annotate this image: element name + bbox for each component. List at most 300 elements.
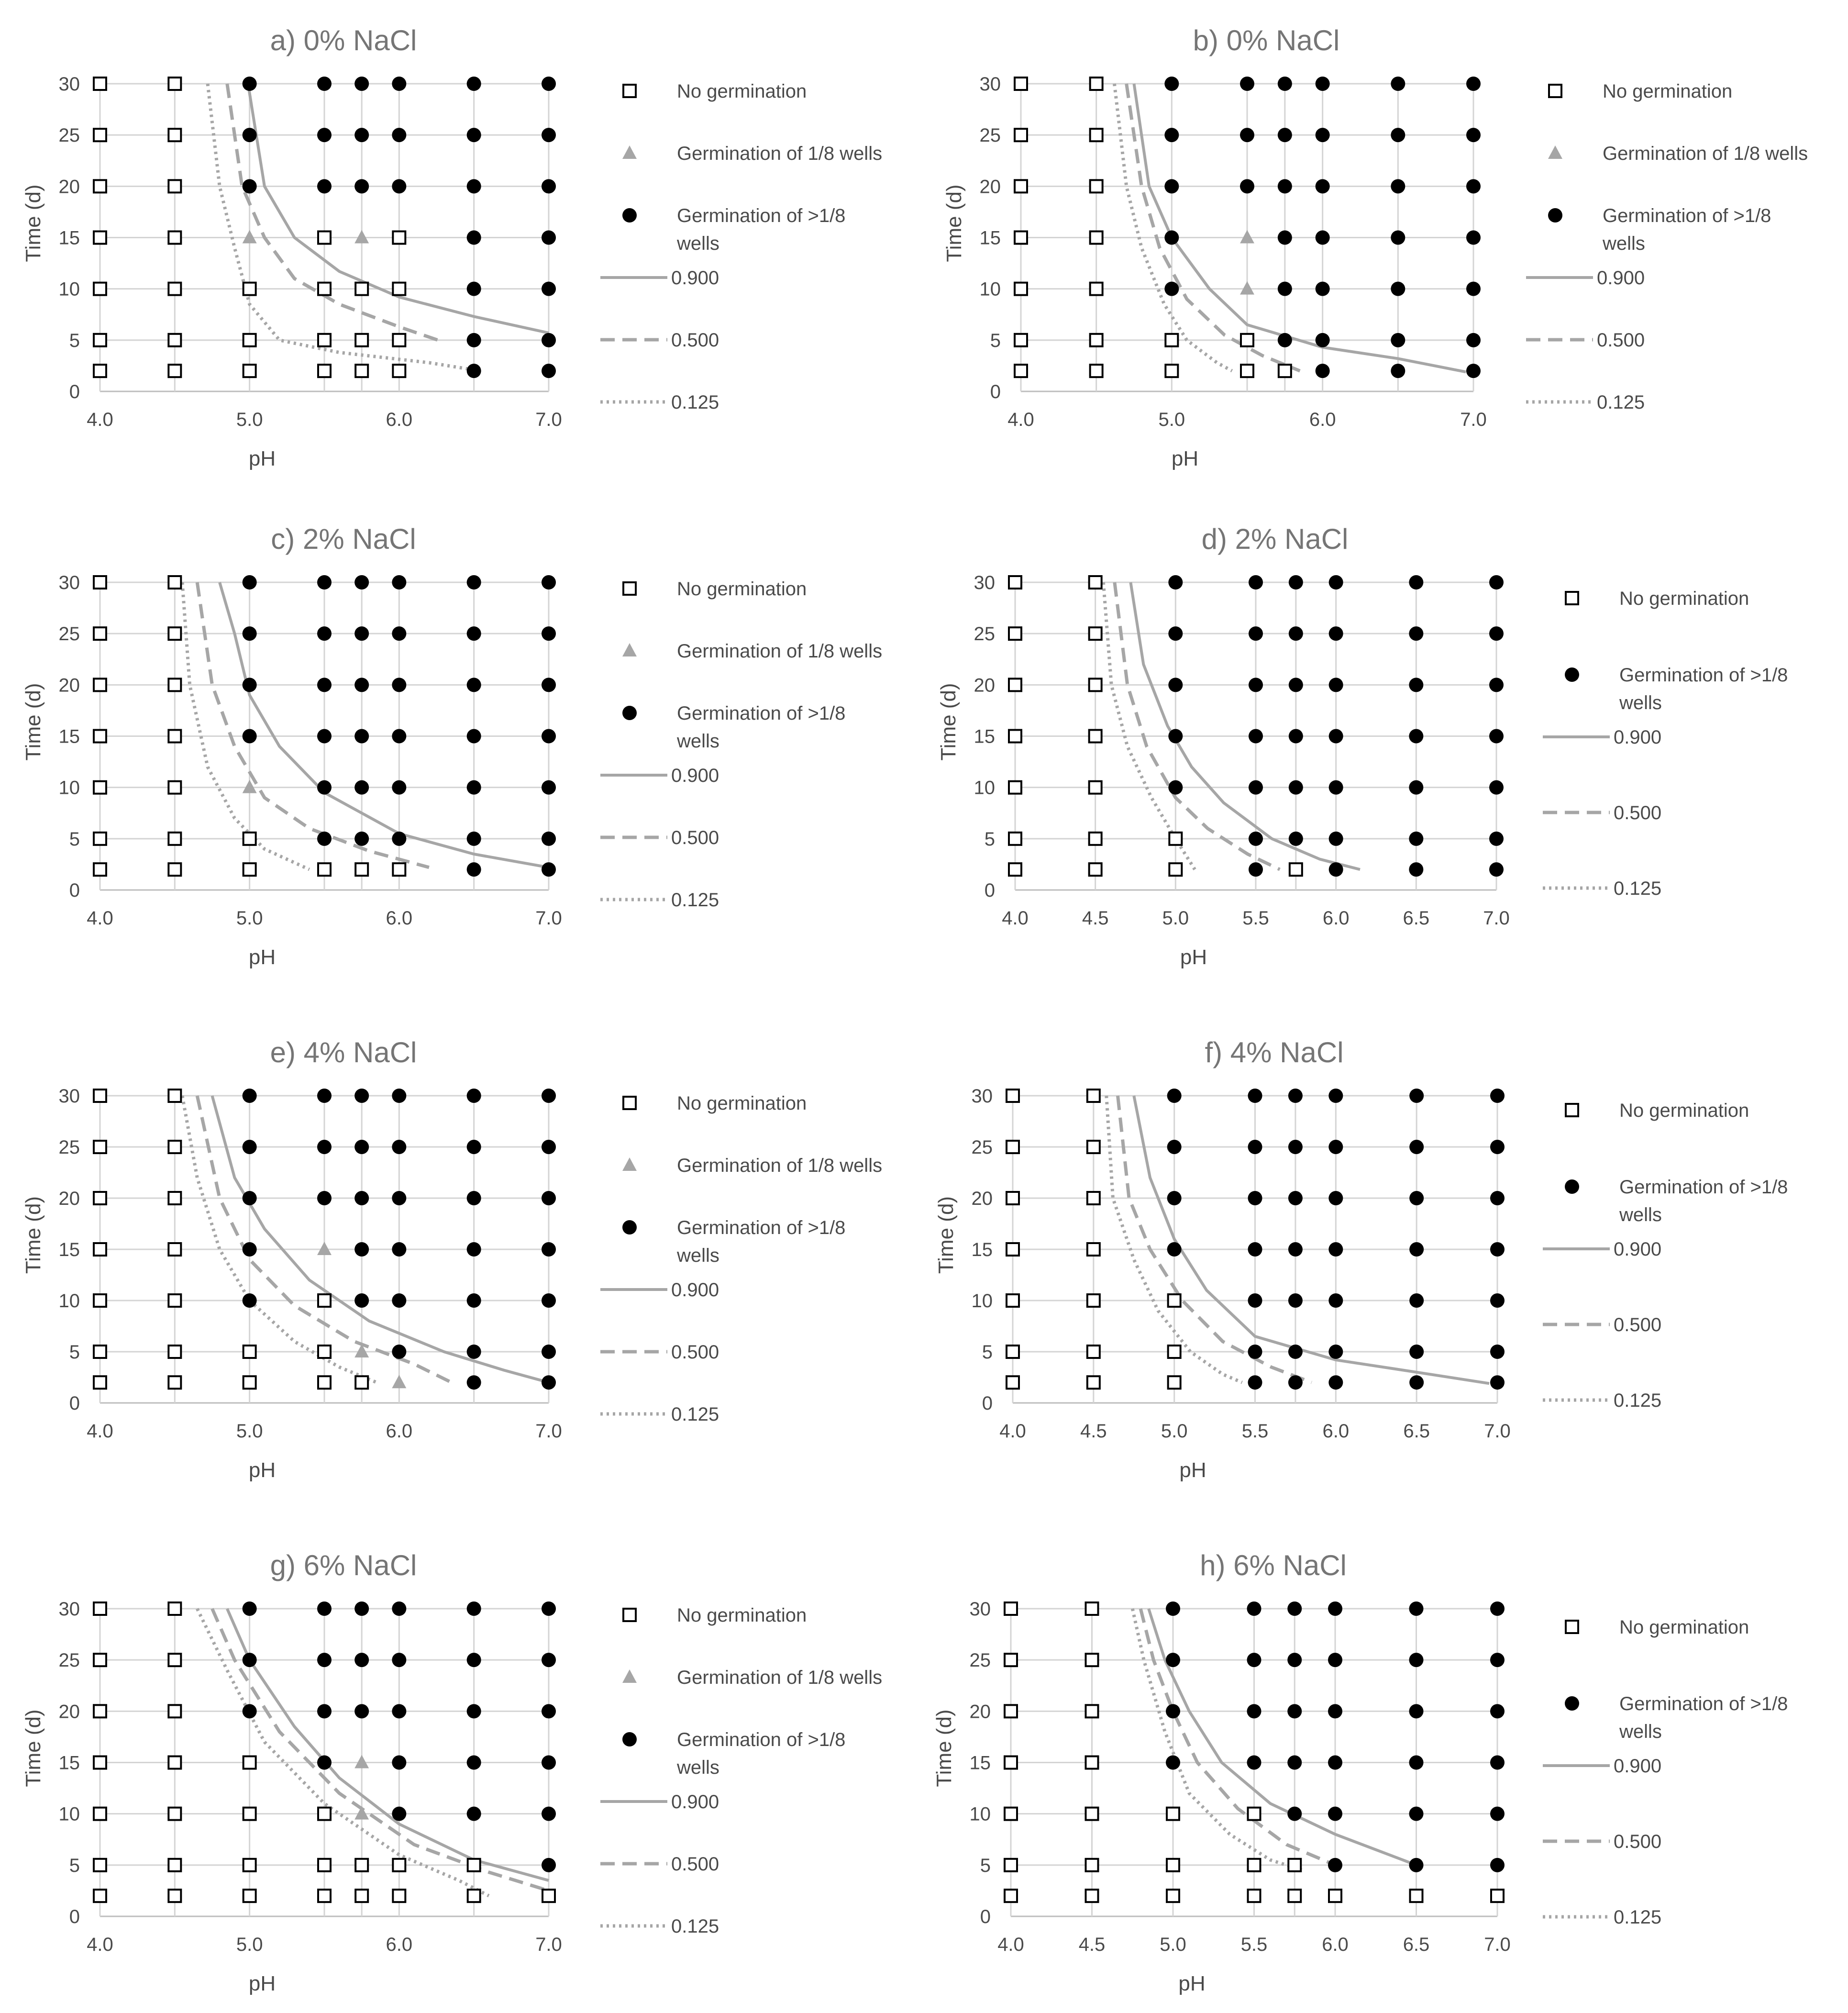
chart-panel-a xyxy=(22,24,882,470)
marker-germination-gt-1-8 xyxy=(467,862,481,877)
marker-germination-gt-1-8 xyxy=(1287,1756,1302,1770)
marker-germination-gt-1-8 xyxy=(1329,626,1343,641)
marker-germination-gt-1-8 xyxy=(354,1602,369,1616)
marker-no-germination xyxy=(94,1376,106,1389)
marker-no-germination xyxy=(1089,627,1102,640)
y-tick-label: 10 xyxy=(58,777,80,799)
marker-no-germination xyxy=(468,1859,480,1871)
marker-germination-gt-1-8 xyxy=(1289,780,1303,795)
contour-line-0-500 xyxy=(1140,1609,1335,1865)
marker-no-germination xyxy=(243,365,256,377)
marker-no-germination xyxy=(393,1890,405,1902)
y-tick-label: 5 xyxy=(69,1855,80,1876)
legend-triangle-icon xyxy=(1548,145,1562,159)
marker-germination-gt-1-8 xyxy=(317,832,332,846)
contour-line-0-900 xyxy=(220,582,549,867)
marker-germination-gt-1-8 xyxy=(317,1653,332,1667)
marker-germination-gt-1-8 xyxy=(1166,1653,1180,1667)
marker-germination-gt-1-8 xyxy=(1247,1756,1262,1770)
marker-germination-gt-1-8 xyxy=(354,575,369,589)
marker-no-germination xyxy=(355,1890,368,1902)
marker-no-germination xyxy=(94,1243,106,1256)
marker-germination-gt-1-8 xyxy=(1168,729,1183,744)
marker-germination-gt-1-8 xyxy=(1466,333,1481,347)
marker-germination-gt-1-8 xyxy=(1248,1242,1262,1257)
marker-no-germination xyxy=(243,833,256,845)
marker-no-germination xyxy=(168,1243,181,1256)
contour-line-0-125 xyxy=(197,1609,489,1896)
y-tick-label: 20 xyxy=(58,176,80,198)
marker-no-germination xyxy=(393,863,405,876)
marker-germination-gt-1-8 xyxy=(1409,1089,1424,1103)
marker-germination-gt-1-8 xyxy=(1489,678,1504,692)
x-tick-label: 5.5 xyxy=(1241,1421,1269,1442)
marker-no-germination xyxy=(168,1654,181,1666)
legend-triangle-icon xyxy=(622,145,637,159)
marker-no-germination xyxy=(1009,678,1021,691)
chart-title: d) 2% NaCl xyxy=(1201,523,1349,555)
marker-germination-gt-1-8 xyxy=(1490,1191,1505,1205)
marker-germination-gt-1-8 xyxy=(1287,1807,1302,1821)
y-tick-label: 30 xyxy=(58,1086,80,1107)
marker-germination-gt-1-8 xyxy=(1167,1089,1182,1103)
marker-no-germination xyxy=(1086,1602,1098,1615)
y-axis-label: Time (d) xyxy=(22,683,45,761)
marker-germination-gt-1-8 xyxy=(542,862,556,877)
marker-germination-1-8 xyxy=(1240,230,1254,244)
marker-germination-gt-1-8 xyxy=(1288,1140,1303,1154)
marker-no-germination xyxy=(243,1808,256,1820)
marker-germination-gt-1-8 xyxy=(1409,1602,1424,1616)
marker-germination-gt-1-8 xyxy=(1409,832,1423,846)
marker-no-germination xyxy=(542,1890,555,1902)
x-tick-label: 4.5 xyxy=(1082,908,1109,929)
marker-germination-gt-1-8 xyxy=(542,780,556,795)
x-axis-label: pH xyxy=(1180,945,1207,969)
y-tick-label: 30 xyxy=(58,572,80,593)
marker-germination-gt-1-8 xyxy=(1287,1602,1302,1616)
x-tick-label: 5.0 xyxy=(1160,1934,1186,1955)
marker-germination-gt-1-8 xyxy=(1287,1704,1302,1718)
marker-germination-gt-1-8 xyxy=(1466,128,1481,142)
marker-germination-gt-1-8 xyxy=(1289,575,1303,589)
legend xyxy=(1543,1100,1788,1411)
marker-germination-gt-1-8 xyxy=(1409,780,1423,795)
marker-no-germination xyxy=(168,1192,181,1204)
x-tick-label: 4.0 xyxy=(999,1421,1026,1442)
legend-square-icon xyxy=(623,1097,636,1109)
y-axis-label: Time (d) xyxy=(22,1709,45,1787)
marker-germination-gt-1-8 xyxy=(542,128,556,142)
marker-germination-gt-1-8 xyxy=(1288,1375,1303,1390)
legend-label-c090: 0.900 xyxy=(1614,1756,1662,1777)
marker-germination-gt-1-8 xyxy=(392,1242,406,1257)
legend-label-no-germination: No germination xyxy=(677,578,807,600)
marker-no-germination xyxy=(1005,1654,1017,1666)
marker-no-germination xyxy=(1086,1757,1098,1769)
x-axis-label: pH xyxy=(248,447,276,470)
legend-label-c0125: 0.125 xyxy=(1614,1390,1662,1411)
legend-label-germination-1-8: Germination of 1/8 wells xyxy=(1603,143,1808,164)
marker-germination-gt-1-8 xyxy=(1490,1293,1505,1308)
marker-germination-gt-1-8 xyxy=(317,1704,332,1718)
y-tick-label: 15 xyxy=(979,227,1001,249)
marker-germination-gt-1-8 xyxy=(1288,1345,1303,1359)
marker-germination-gt-1-8 xyxy=(317,77,332,91)
y-tick-label: 5 xyxy=(982,1342,993,1363)
marker-germination-1-8 xyxy=(354,230,369,244)
marker-germination-gt-1-8 xyxy=(243,1191,257,1205)
contour-line-0-900 xyxy=(1134,1096,1489,1383)
marker-germination-gt-1-8 xyxy=(1490,1345,1505,1359)
marker-germination-gt-1-8 xyxy=(1409,862,1423,877)
marker-germination-gt-1-8 xyxy=(542,77,556,91)
marker-germination-gt-1-8 xyxy=(1164,77,1179,91)
y-axis-label: Time (d) xyxy=(932,1709,956,1787)
x-tick-label: 4.5 xyxy=(1078,1934,1106,1955)
chart-title: g) 6% NaCl xyxy=(270,1549,417,1581)
y-tick-label: 10 xyxy=(979,278,1001,300)
marker-germination-gt-1-8 xyxy=(1490,1756,1505,1770)
marker-germination-gt-1-8 xyxy=(1168,626,1183,641)
marker-no-germination xyxy=(243,334,256,346)
legend-square-icon xyxy=(623,85,636,97)
marker-no-germination xyxy=(168,232,181,244)
legend-label-c090: 0.900 xyxy=(1614,1239,1662,1260)
marker-no-germination xyxy=(355,863,368,876)
legend-circle-icon xyxy=(622,1732,637,1746)
marker-germination-gt-1-8 xyxy=(467,575,481,589)
marker-germination-gt-1-8 xyxy=(542,1756,556,1770)
marker-germination-gt-1-8 xyxy=(1490,1704,1505,1718)
marker-no-germination xyxy=(1491,1890,1504,1902)
legend xyxy=(600,578,882,911)
marker-germination-gt-1-8 xyxy=(467,729,481,744)
marker-no-germination xyxy=(1005,1705,1017,1717)
marker-no-germination xyxy=(94,1890,106,1902)
marker-no-germination xyxy=(168,1090,181,1102)
marker-no-germination xyxy=(355,334,368,346)
marker-germination-gt-1-8 xyxy=(1409,1242,1424,1257)
y-tick-label: 5 xyxy=(69,828,80,850)
marker-no-germination xyxy=(1005,1808,1017,1820)
marker-no-germination xyxy=(1329,1890,1341,1902)
marker-no-germination xyxy=(1007,1376,1019,1389)
legend-label-germination-gt-1-8: Germination of >1/8 xyxy=(1603,205,1771,226)
marker-germination-gt-1-8 xyxy=(1391,128,1405,142)
marker-germination-gt-1-8 xyxy=(317,780,332,795)
marker-no-germination xyxy=(94,283,106,295)
contour-line-0-500 xyxy=(1118,1096,1312,1382)
marker-no-germination xyxy=(94,730,106,743)
marker-germination-gt-1-8 xyxy=(392,77,406,91)
y-axis-label: Time (d) xyxy=(942,184,966,262)
marker-no-germination xyxy=(318,283,331,295)
marker-no-germination xyxy=(1009,627,1021,640)
marker-no-germination xyxy=(318,1890,331,1902)
marker-germination-gt-1-8 xyxy=(354,729,369,744)
marker-no-germination xyxy=(1087,1192,1100,1204)
marker-germination-gt-1-8 xyxy=(317,179,332,193)
marker-germination-gt-1-8 xyxy=(542,1191,556,1205)
marker-germination-gt-1-8 xyxy=(1489,626,1504,641)
legend-label-c050: 0.500 xyxy=(1614,802,1662,823)
marker-no-germination xyxy=(1168,1376,1181,1389)
marker-germination-gt-1-8 xyxy=(467,231,481,245)
contour-line-0-125 xyxy=(1103,582,1195,869)
marker-germination-gt-1-8 xyxy=(1466,179,1481,193)
marker-germination-gt-1-8 xyxy=(392,1807,406,1821)
marker-no-germination xyxy=(1090,129,1103,141)
marker-no-germination xyxy=(1005,1890,1017,1902)
contour-line-0-500 xyxy=(227,84,444,342)
y-tick-label: 5 xyxy=(69,1342,80,1363)
marker-no-germination xyxy=(1015,180,1027,192)
marker-no-germination xyxy=(168,730,181,743)
marker-germination-gt-1-8 xyxy=(392,179,406,193)
marker-germination-gt-1-8 xyxy=(354,179,369,193)
x-tick-label: 7.0 xyxy=(535,409,562,430)
marker-no-germination xyxy=(94,781,106,794)
chart-panel-b xyxy=(942,24,1808,470)
marker-germination-gt-1-8 xyxy=(1329,575,1343,589)
marker-germination-gt-1-8 xyxy=(1490,1602,1505,1616)
marker-germination-gt-1-8 xyxy=(1489,729,1504,744)
contour-line-0-900 xyxy=(1149,1609,1416,1865)
marker-no-germination xyxy=(1015,78,1027,90)
x-axis-label: pH xyxy=(248,945,276,969)
marker-germination-gt-1-8 xyxy=(1288,1242,1303,1257)
marker-germination-gt-1-8 xyxy=(1168,575,1183,589)
marker-germination-1-8 xyxy=(354,1806,369,1820)
marker-no-germination xyxy=(1007,1243,1019,1256)
legend-label-c050: 0.500 xyxy=(671,1342,719,1363)
marker-no-germination xyxy=(1015,365,1027,377)
marker-no-germination xyxy=(94,1705,106,1717)
marker-germination-gt-1-8 xyxy=(1289,626,1303,641)
marker-germination-gt-1-8 xyxy=(392,1704,406,1718)
legend-circle-icon xyxy=(1565,1696,1579,1711)
legend-label-c090: 0.900 xyxy=(1597,267,1645,289)
x-tick-label: 4.0 xyxy=(1007,409,1034,430)
marker-no-germination xyxy=(1090,283,1103,295)
marker-germination-gt-1-8 xyxy=(1328,1242,1343,1257)
y-tick-label: 30 xyxy=(979,74,1001,95)
marker-no-germination xyxy=(393,232,405,244)
marker-germination-gt-1-8 xyxy=(392,1653,406,1667)
marker-no-germination xyxy=(355,283,368,295)
marker-no-germination xyxy=(318,1346,331,1358)
contour-line-0-125 xyxy=(182,582,310,869)
marker-no-germination xyxy=(94,129,106,141)
y-tick-label: 15 xyxy=(58,227,80,249)
marker-germination-gt-1-8 xyxy=(467,282,481,296)
y-tick-label: 0 xyxy=(982,1393,993,1414)
legend-label-c0125: 0.125 xyxy=(1597,392,1645,413)
marker-germination-gt-1-8 xyxy=(354,678,369,692)
marker-germination-gt-1-8 xyxy=(467,1375,481,1390)
marker-germination-gt-1-8 xyxy=(1409,1140,1424,1154)
legend-label-no-germination: No germination xyxy=(677,1605,807,1626)
marker-no-germination xyxy=(1090,78,1103,90)
marker-germination-gt-1-8 xyxy=(1248,1191,1262,1205)
legend xyxy=(600,81,882,413)
marker-germination-gt-1-8 xyxy=(1328,1140,1343,1154)
y-tick-label: 25 xyxy=(969,1650,991,1671)
marker-germination-gt-1-8 xyxy=(1328,1807,1342,1821)
marker-germination-gt-1-8 xyxy=(354,626,369,641)
marker-germination-gt-1-8 xyxy=(1249,780,1263,795)
marker-germination-gt-1-8 xyxy=(243,1140,257,1154)
legend-label-germination-gt-1-8: Germination of >1/8 xyxy=(677,205,846,226)
marker-germination-gt-1-8 xyxy=(1409,1807,1424,1821)
marker-no-germination xyxy=(318,1376,331,1389)
marker-germination-gt-1-8 xyxy=(467,1191,481,1205)
x-axis-label: pH xyxy=(1179,1458,1206,1482)
y-tick-label: 0 xyxy=(69,1393,80,1414)
marker-no-germination xyxy=(1007,1090,1019,1102)
marker-germination-gt-1-8 xyxy=(1248,1293,1262,1308)
chart-title: e) 4% NaCl xyxy=(270,1036,417,1068)
x-tick-label: 5.0 xyxy=(236,1934,263,1955)
marker-no-germination xyxy=(1086,1808,1098,1820)
legend-label-wells: wells xyxy=(677,731,719,752)
x-tick-label: 5.0 xyxy=(1162,908,1189,929)
marker-germination-gt-1-8 xyxy=(1278,333,1292,347)
chart-title: a) 0% NaCl xyxy=(270,24,417,56)
marker-no-germination xyxy=(94,678,106,691)
marker-germination-gt-1-8 xyxy=(1409,1704,1424,1718)
legend xyxy=(600,1093,882,1425)
contour-line-0-900 xyxy=(1130,582,1360,869)
marker-no-germination xyxy=(1090,232,1103,244)
marker-no-germination xyxy=(168,863,181,876)
marker-germination-gt-1-8 xyxy=(1328,1191,1343,1205)
marker-germination-gt-1-8 xyxy=(542,1653,556,1667)
marker-no-germination xyxy=(355,1859,368,1871)
legend-circle-icon xyxy=(1565,1179,1579,1194)
y-tick-label: 25 xyxy=(979,125,1001,146)
marker-germination-gt-1-8 xyxy=(1247,1653,1262,1667)
y-tick-label: 30 xyxy=(58,74,80,95)
marker-germination-gt-1-8 xyxy=(467,1242,481,1257)
legend-label-germination-gt-1-8: Germination of >1/8 xyxy=(677,703,846,724)
marker-no-germination xyxy=(1167,1859,1179,1871)
marker-no-germination xyxy=(318,365,331,377)
y-tick-label: 25 xyxy=(974,623,995,645)
marker-germination-gt-1-8 xyxy=(1287,1653,1302,1667)
x-tick-label: 5.0 xyxy=(236,908,263,929)
y-tick-label: 25 xyxy=(971,1137,993,1158)
marker-germination-gt-1-8 xyxy=(354,780,369,795)
legend-square-icon xyxy=(1566,1621,1578,1633)
marker-germination-gt-1-8 xyxy=(1328,1375,1343,1390)
x-tick-label: 5.5 xyxy=(1242,908,1269,929)
marker-germination-gt-1-8 xyxy=(354,1191,369,1205)
legend-triangle-icon xyxy=(622,1669,637,1683)
marker-germination-gt-1-8 xyxy=(392,780,406,795)
marker-germination-gt-1-8 xyxy=(1240,179,1254,193)
marker-no-germination xyxy=(243,283,256,295)
marker-germination-gt-1-8 xyxy=(1329,678,1343,692)
marker-no-germination xyxy=(393,1859,405,1871)
marker-no-germination xyxy=(168,283,181,295)
legend-circle-icon xyxy=(622,706,637,720)
legend-triangle-icon xyxy=(622,643,637,656)
marker-germination-gt-1-8 xyxy=(354,1653,369,1667)
x-tick-label: 6.0 xyxy=(1322,1421,1350,1442)
marker-no-germination xyxy=(94,1346,106,1358)
marker-no-germination xyxy=(318,1808,331,1820)
marker-germination-gt-1-8 xyxy=(1289,678,1303,692)
legend-label-wells: wells xyxy=(677,1245,719,1266)
y-tick-label: 10 xyxy=(58,1290,80,1312)
marker-germination-gt-1-8 xyxy=(1409,1191,1424,1205)
marker-no-germination xyxy=(94,365,106,377)
marker-germination-gt-1-8 xyxy=(1288,1293,1303,1308)
marker-germination-gt-1-8 xyxy=(542,1602,556,1616)
marker-germination-1-8 xyxy=(1240,281,1254,295)
x-tick-label: 7.0 xyxy=(535,1934,562,1955)
marker-germination-gt-1-8 xyxy=(354,1089,369,1103)
marker-no-germination xyxy=(1248,1808,1261,1820)
marker-no-germination xyxy=(94,180,106,192)
marker-no-germination xyxy=(1290,863,1302,876)
x-axis-label: pH xyxy=(248,1458,276,1482)
marker-no-germination xyxy=(94,833,106,845)
x-tick-label: 5.0 xyxy=(236,1421,263,1442)
marker-germination-gt-1-8 xyxy=(1249,678,1263,692)
marker-germination-gt-1-8 xyxy=(1249,575,1263,589)
marker-no-germination xyxy=(318,1294,331,1307)
chart-panel-h xyxy=(932,1549,1788,1995)
marker-germination-gt-1-8 xyxy=(243,626,257,641)
marker-no-germination xyxy=(1087,1294,1100,1307)
legend-label-germination-gt-1-8: Germination of >1/8 xyxy=(677,1729,846,1750)
marker-germination-gt-1-8 xyxy=(467,1704,481,1718)
marker-no-germination xyxy=(1090,365,1103,377)
x-tick-label: 5.0 xyxy=(236,409,263,430)
chart-title: b) 0% NaCl xyxy=(1193,24,1340,56)
marker-germination-gt-1-8 xyxy=(1167,1140,1182,1154)
y-axis-label: Time (d) xyxy=(22,1196,45,1274)
chart-title: f) 4% NaCl xyxy=(1205,1036,1344,1068)
marker-no-germination xyxy=(1169,863,1182,876)
x-tick-label: 4.0 xyxy=(87,1421,113,1442)
legend-circle-icon xyxy=(622,208,637,222)
marker-germination-gt-1-8 xyxy=(354,832,369,846)
y-tick-label: 20 xyxy=(58,1701,80,1723)
y-tick-label: 10 xyxy=(974,777,995,799)
marker-germination-gt-1-8 xyxy=(1164,231,1179,245)
y-tick-label: 5 xyxy=(69,330,80,351)
legend-label-no-germination: No germination xyxy=(677,1093,807,1114)
marker-germination-gt-1-8 xyxy=(392,832,406,846)
marker-no-germination xyxy=(1288,1890,1301,1902)
contour-line-0-500 xyxy=(212,1609,549,1891)
x-axis-label: pH xyxy=(248,1972,276,1995)
x-axis-label: pH xyxy=(1178,1972,1206,1995)
marker-germination-gt-1-8 xyxy=(1316,128,1330,142)
marker-no-germination xyxy=(243,1376,256,1389)
x-tick-label: 6.0 xyxy=(1322,1934,1349,1955)
legend-label-wells: wells xyxy=(1619,1721,1662,1742)
marker-germination-gt-1-8 xyxy=(392,1293,406,1308)
legend-label-no-germination: No germination xyxy=(1603,81,1733,102)
marker-germination-gt-1-8 xyxy=(467,333,481,347)
marker-no-germination xyxy=(168,365,181,377)
marker-no-germination xyxy=(1169,833,1182,845)
